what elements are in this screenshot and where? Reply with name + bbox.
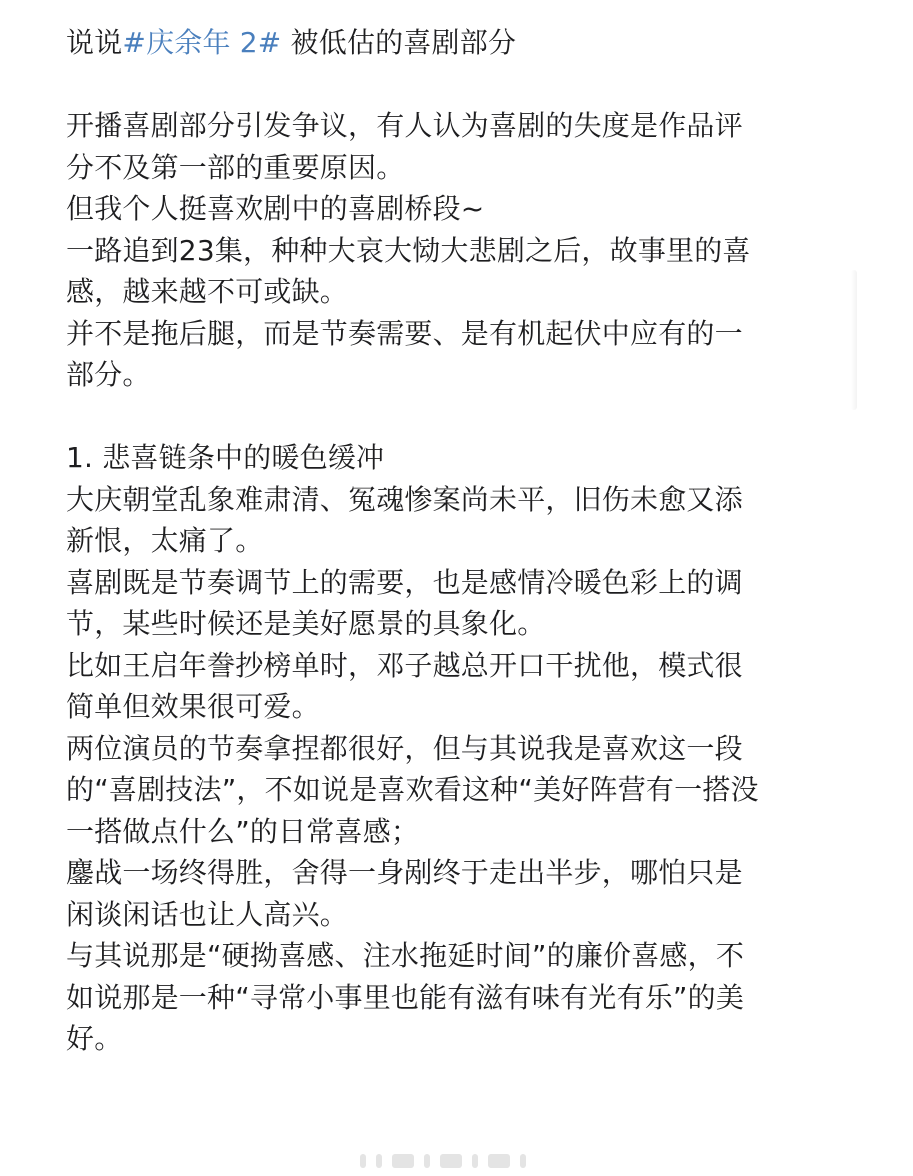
text-line: 感，越来越不可或缺。 [66,275,349,308]
watermark-mark [360,1154,366,1168]
section-1 [66,437,856,1060]
text-line: 简单但效果很可爱。 [66,690,320,723]
text-line: 两位演员的节奏拿捏都很好，但与其说我是喜欢这一段 [66,731,743,765]
watermark-mark [424,1154,430,1168]
watermark-mark [376,1154,382,1168]
hashtag-link[interactable]: #庆余年 2# [122,26,282,59]
text-line: 一路追到23集，种种大哀大恸大悲剧之后，故事里的喜 [66,233,751,267]
watermark-mark [472,1154,478,1168]
section-heading: 1. 悲喜链条中的暖色缓冲 [66,441,385,474]
text-line: 但我个人挺喜欢剧中的喜剧桥段~ [66,192,485,225]
text-line: 部分。 [66,358,151,391]
watermark-mark [488,1154,510,1168]
text-line: 新恨，太痛了。 [66,524,264,557]
title-suffix: 被低估的喜剧部分 [281,26,517,59]
watermark-marks [360,1154,526,1168]
title-prefix: 说说 [66,26,123,59]
text-line: 闲谈闲话也让人高兴。 [66,897,349,931]
paragraph-gap [66,64,856,106]
scroll-shadow [851,270,857,410]
text-line: 并不是拖后腿，而是节奏需要、是有机起伏中应有的一 [66,316,743,350]
text-line: 好。 [66,1022,123,1055]
paragraph-gap [66,396,856,438]
watermark-mark [440,1154,462,1168]
article-body [66,22,856,1060]
text-line: 节，某些时候还是美好愿景的具象化。 [66,607,546,640]
text-line: 分不及第一部的重要原因。 [66,150,405,184]
text-line: 喜剧既是节奏调节上的需要，也是感情冷暖色彩上的调 [66,565,743,599]
text-line: 一搭做点什么”的日常喜感； [66,814,420,848]
text-line: 比如王启年誊抄榜单时，邓子越总开口干扰他，模式很 [66,648,743,682]
text-line: 大庆朝堂乱象难肃清、冤魂惨案尚未平，旧伤未愈又添 [66,482,743,516]
text-line: 鏖战一场终得胜，舍得一身剐终于走出半步，哪怕只是 [66,856,743,889]
watermark-mark [520,1154,526,1168]
watermark-mark [392,1154,414,1168]
text-line: 如说那是一种“寻常小事里也能有滋有味有光有乐”的美 [66,980,745,1014]
text-line: 与其说那是“硬拗喜感、注水拖延时间”的廉价喜感，不 [66,939,745,972]
text-line: 开播喜剧部分引发争议，有人认为喜剧的失度是作品评 [66,109,743,142]
post-title [66,22,856,64]
intro-paragraph [66,105,856,396]
text-line: 的“喜剧技法”，不如说是喜欢看这种“美好阵营有一搭没 [66,773,759,806]
